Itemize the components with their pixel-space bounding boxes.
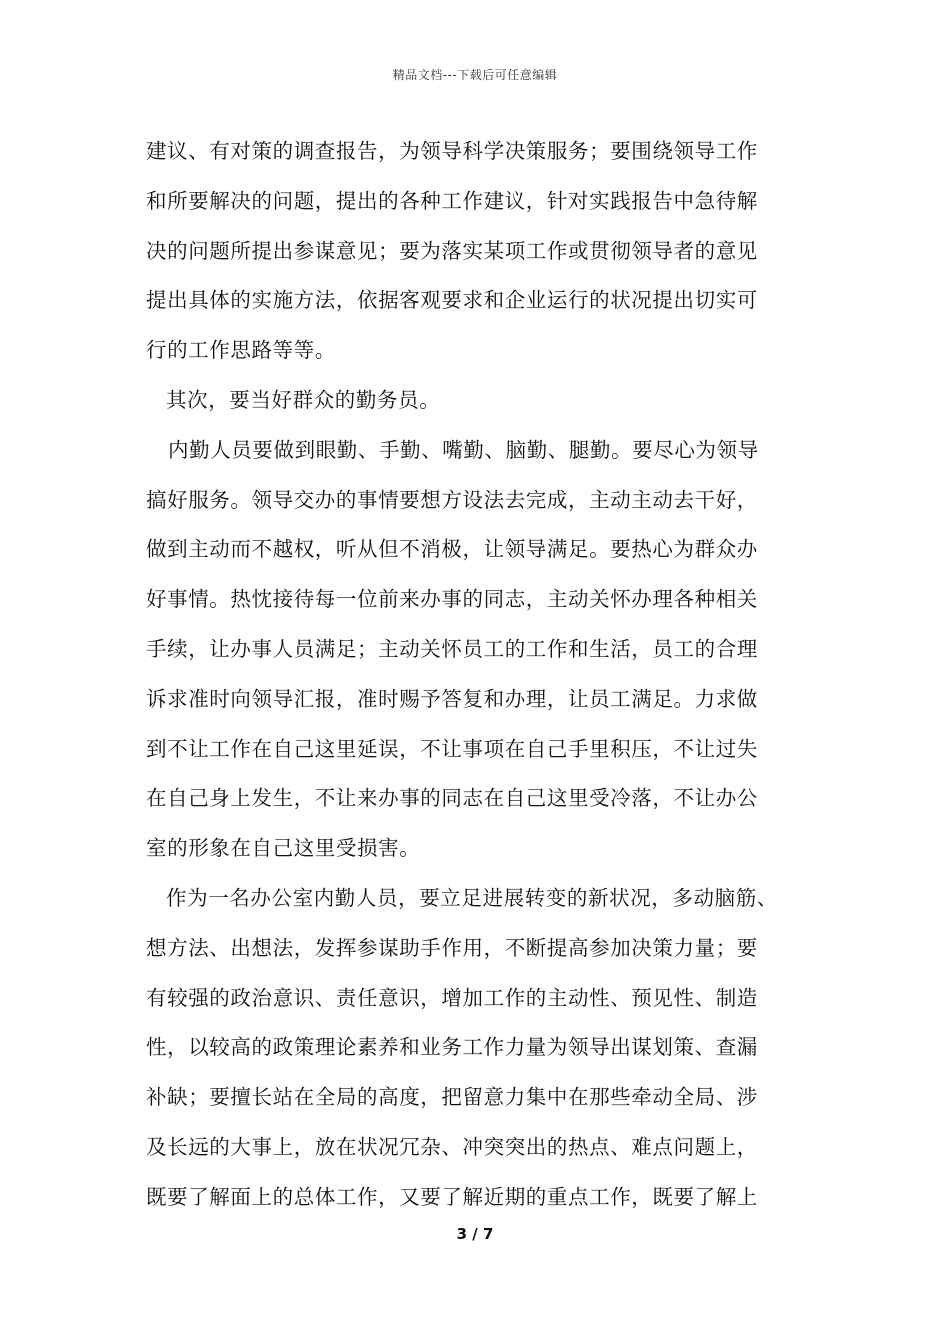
text-line: 既要了解面上的总体工作，又要了解近期的重点工作，既要了解上 [146, 1184, 758, 1209]
page-number: 3 / 7 [456, 1225, 494, 1243]
paragraph-heading: 其次，要当好群众的勤务员。 [166, 387, 441, 412]
text-line: 手续，让办事人员满足；主动关怀员工的工作和生活，员工的合理 [146, 636, 758, 661]
text-line: 有较强的政治意识、责任意识，增加工作的主动性、预见性、制造 [146, 985, 758, 1010]
document-body [146, 127, 826, 1223]
text-line: 及长远的大事上，放在状况冗杂、冲突突出的热点、难点问题上， [146, 1134, 758, 1159]
text-line: 搞好服务。领导交办的事情要想方设法去完成，主动主动去干好， [146, 487, 758, 512]
text-line: 提出具体的实施方法，依据客观要求和企业运行的状况提出切实可 [146, 288, 758, 313]
text-line: 诉求准时向领导汇报，准时赐予答复和办理，让员工满足。力求做 [146, 686, 758, 711]
text-line: 建议、有对策的调查报告，为领导科学决策服务；要围绕领导工作 [146, 139, 758, 163]
text-line: 想方法、出想法，发挥参谋助手作用，不断提高参加决策力量；要 [146, 935, 758, 960]
text-line: 行的工作思路等等。 [146, 338, 336, 363]
text-line: 室的形象在自己这里受损害。 [146, 836, 421, 861]
text-line: 好事情。热忱接待每一位前来办事的同志，主动关怀办理各种相关 [146, 587, 758, 612]
text-line: 内勤人员要做到眼勤、手勤、嘴勤、脑勤、腿勤。要尽心为领导 [168, 437, 759, 462]
text-line: 做到主动而不越权，听从但不消极，让领导满足。要热心为群众办 [146, 537, 758, 562]
text-line: 到不让工作在自己这里延误，不让事项在自己手里积压，不让过失 [146, 736, 758, 761]
text-line: 作为一名办公室内勤人员，要立足进展转变的新状况，多动脑筋、 [166, 885, 778, 910]
text-line: 决的问题所提出参谋意见；要为落实某项工作或贯彻领导者的意见 [146, 238, 758, 263]
text-line: 在自己身上发生，不让来办事的同志在自己这里受冷落，不让办公 [146, 786, 758, 811]
text-line: 和所要解决的问题，提出的各种工作建议，针对实践报告中急待解 [146, 188, 758, 213]
text-line: 补缺；要擅长站在全局的高度，把留意力集中在那些牵动全局、涉 [146, 1085, 758, 1110]
text-line: 性，以较高的政策理论素养和业务工作力量为领导出谋划策、查漏 [146, 1035, 758, 1060]
page-header: 精品文档---下载后可任意编辑 [392, 68, 558, 82]
